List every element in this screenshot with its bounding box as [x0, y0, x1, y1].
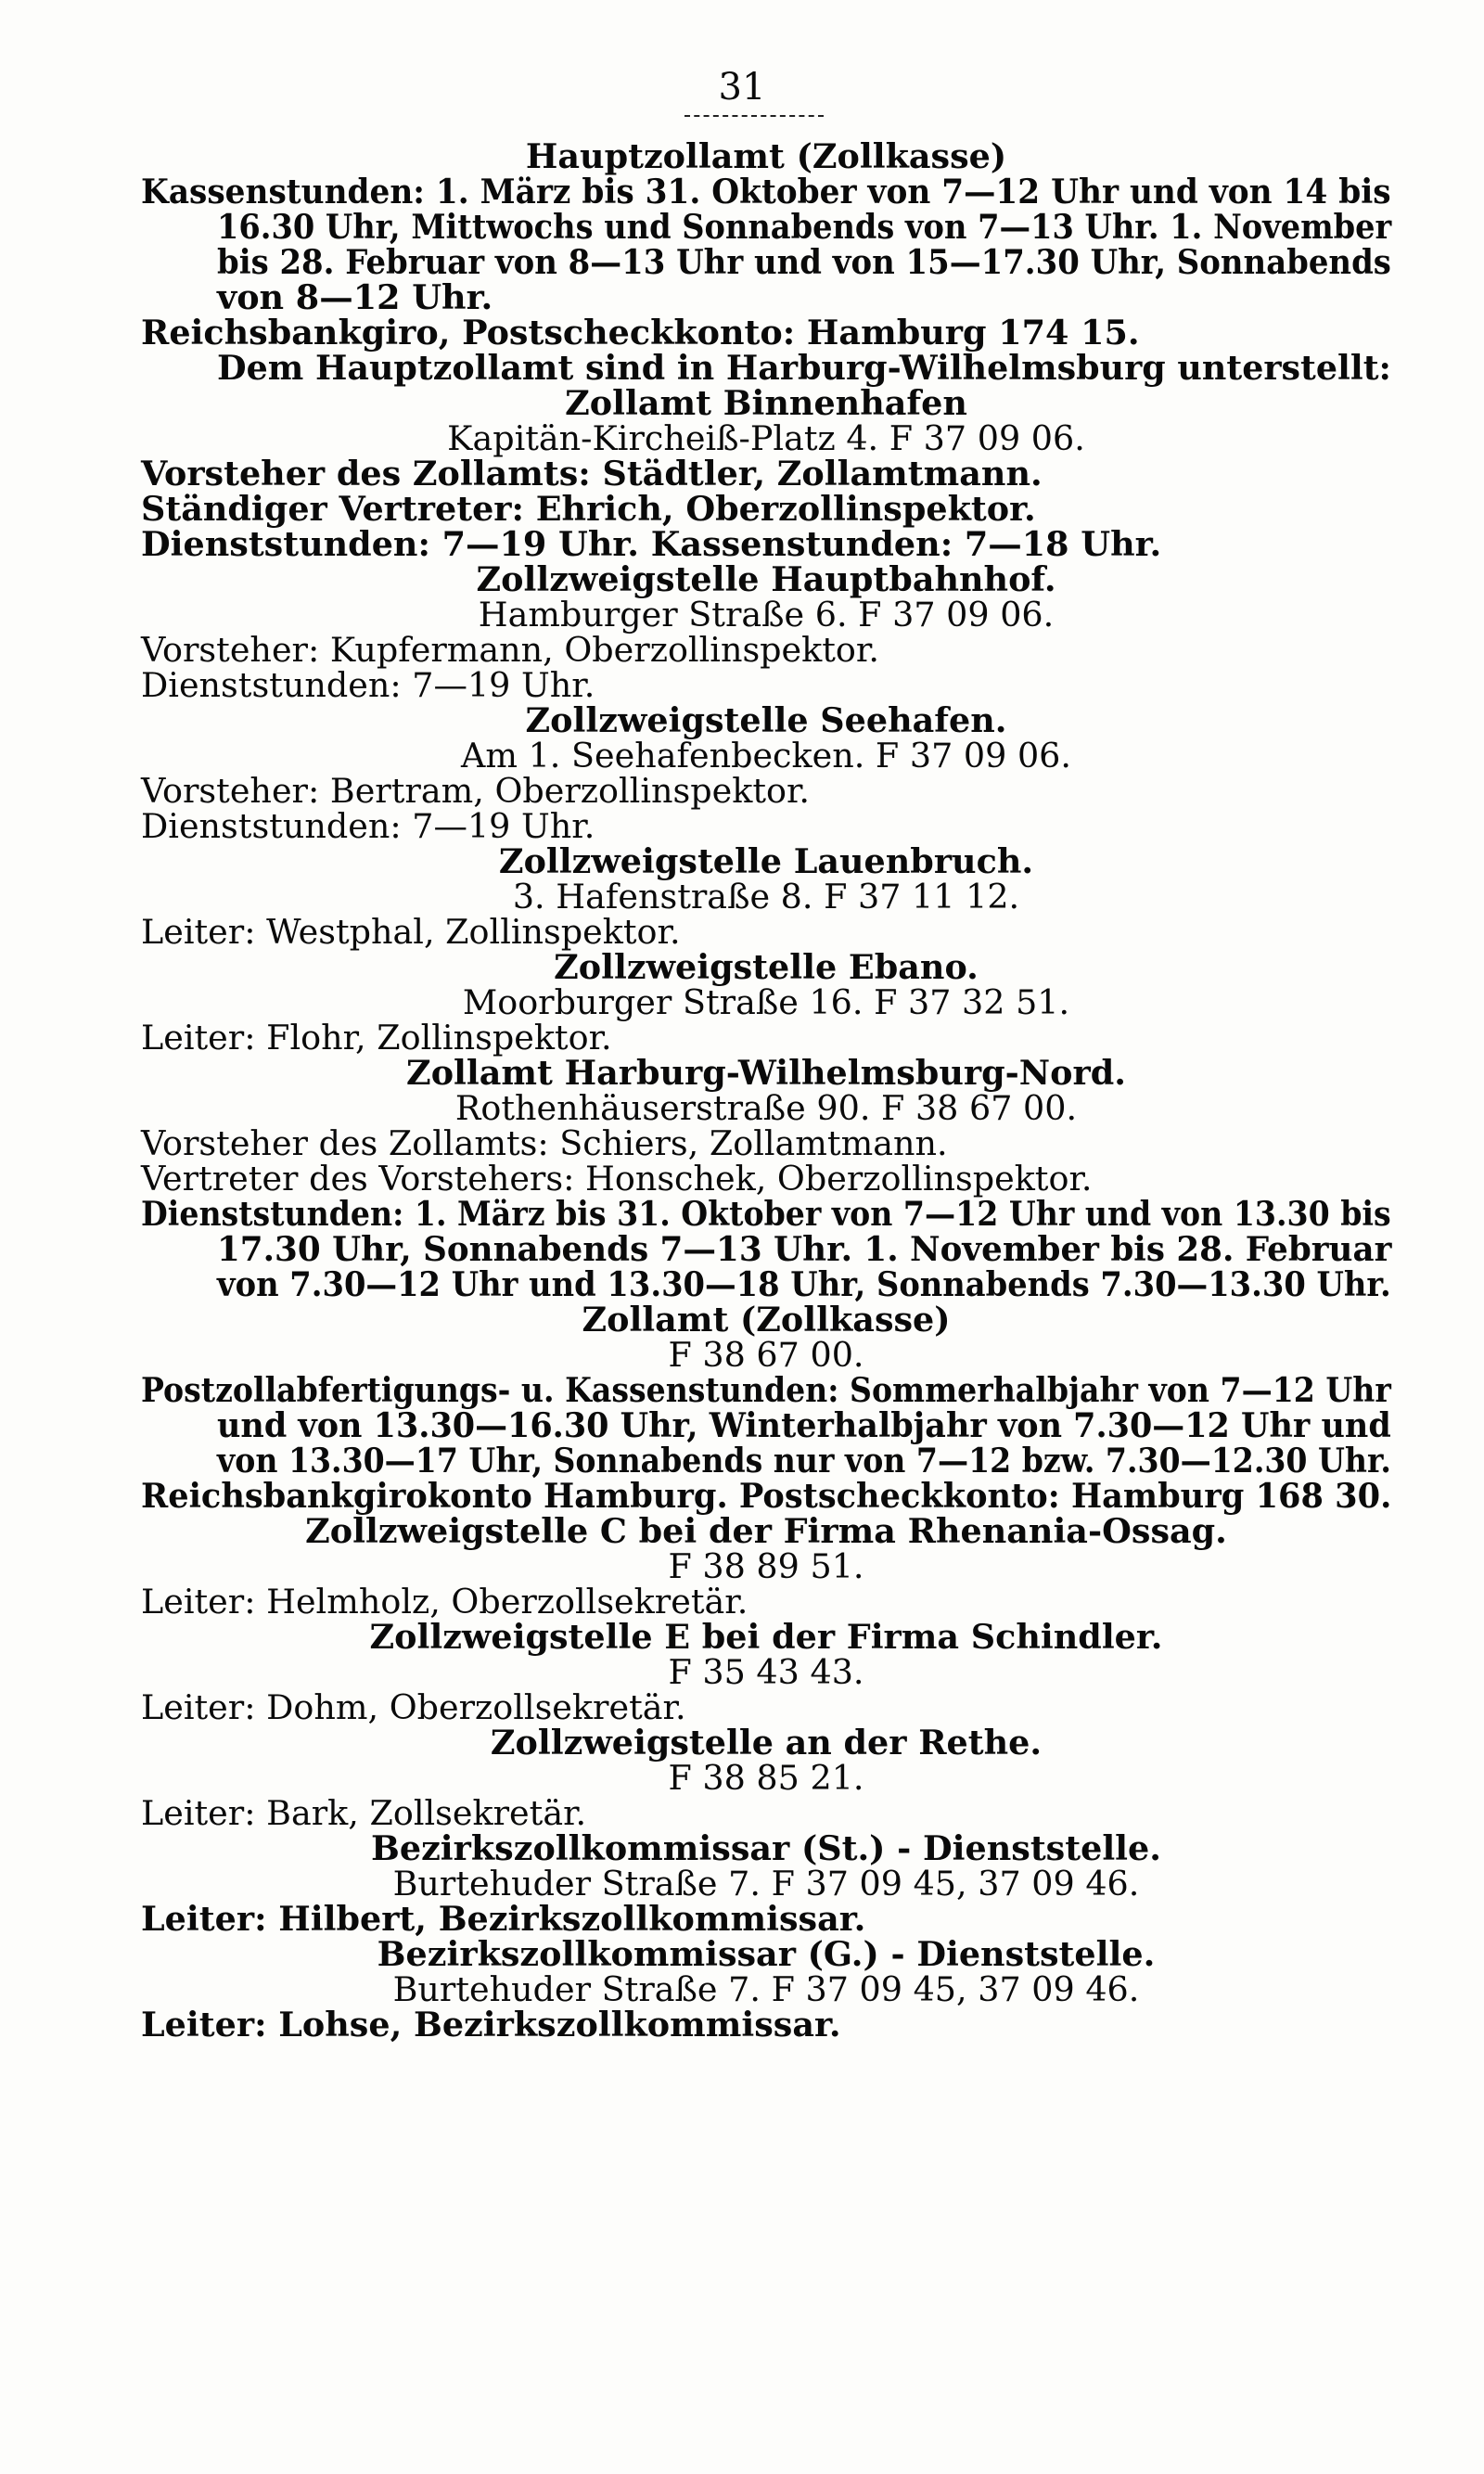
- address-line: Kapitän-Kircheiß-Platz 4. F 37 09 06.: [447, 418, 1085, 458]
- body-line: Dienststunden: 7—19 Uhr. Kassenstunden: 7—18 Uhr.: [141, 524, 1162, 564]
- body-line-continuation: bis 28. Februar von 8—13 Uhr und von 15—17.30 Uhr, Sonnabends: [217, 242, 1391, 282]
- body-line: Ständiger Vertreter: Ehrich, Oberzollinspektor.: [141, 489, 1036, 529]
- section-heading: Zollzweigstelle E bei der Firma Schindler.: [369, 1617, 1163, 1657]
- section-heading: Bezirkszollkommissar (G.) - Dienststelle.: [377, 1934, 1156, 1974]
- address-line: F 35 43 43.: [668, 1652, 864, 1692]
- body-line: Dienststunden: 7—19 Uhr.: [141, 806, 595, 846]
- body-line: Leiter: Hilbert, Bezirkszollkommissar.: [141, 1899, 866, 1939]
- section-heading: Hauptzollamt (Zollkasse): [525, 136, 1007, 176]
- body-line: Leiter: Lohse, Bezirkszollkommissar.: [141, 2005, 841, 2045]
- body-line-continuation: 17.30 Uhr, Sonnabends 7—13 Uhr. 1. November bis 28. Februar: [217, 1229, 1392, 1269]
- body-line: Kassenstunden: 1. März bis 31. Oktober von 7—12 Uhr und von 14 bis: [141, 172, 1391, 212]
- body-line: Vorsteher des Zollamts: Städtler, Zollamtmann.: [141, 454, 1043, 494]
- body-line-continuation: von 7.30—12 Uhr und 13.30—18 Uhr, Sonnabends 7.30—13.30 Uhr.: [217, 1264, 1391, 1304]
- address-line: Am 1. Seehafenbecken. F 37 09 06.: [461, 736, 1071, 776]
- body-line-continuation: von 8—12 Uhr.: [217, 277, 493, 317]
- page-number: 31: [718, 66, 766, 109]
- section-heading: Zollzweigstelle an der Rethe.: [490, 1723, 1043, 1763]
- body-line: Dienststunden: 1. März bis 31. Oktober von 7—12 Uhr und von 13.30 bis: [141, 1194, 1391, 1234]
- address-line: Rothenhäuserstraße 90. F 38 67 00.: [454, 1088, 1078, 1128]
- section-heading: Zollamt (Zollkasse): [582, 1300, 951, 1340]
- page-number-rule: [684, 115, 824, 117]
- section-heading: Zollzweigstelle Seehafen.: [525, 700, 1007, 740]
- body-line-continuation: und von 13.30—16.30 Uhr, Winterhalbjahr von 7.30—12 Uhr und: [217, 1405, 1391, 1445]
- body-line: Vorsteher: Kupfermann, Oberzollinspektor.: [141, 630, 879, 670]
- section-heading: Zollzweigstelle C bei der Firma Rhenania-Ossag.: [305, 1511, 1227, 1551]
- body-line: Dienststunden: 7—19 Uhr.: [141, 665, 595, 705]
- address-line: Moorburger Straße 16. F 37 32 51.: [462, 982, 1070, 1022]
- section-heading: Zollamt Harburg-Wilhelmsburg-Nord.: [406, 1053, 1126, 1093]
- section-heading: Zollzweigstelle Hauptbahnhof.: [476, 559, 1056, 599]
- body-line: Vorsteher des Zollamts: Schiers, Zollamtmann.: [141, 1123, 948, 1163]
- section-heading: Zollzweigstelle Ebano.: [554, 947, 979, 987]
- body-line: Leiter: Flohr, Zollinspektor.: [141, 1018, 612, 1058]
- section-heading: Zollamt Binnenhafen: [565, 383, 967, 423]
- address-line: F 38 89 51.: [668, 1546, 864, 1586]
- body-line-continuation: von 13.30—17 Uhr, Sonnabends nur von 7—12 bzw. 7.30—12.30 Uhr.: [217, 1441, 1391, 1481]
- body-line: Vertreter des Vorstehers: Honschek, Oberzollinspektor.: [141, 1159, 1093, 1199]
- body-line: Leiter: Helmholz, Oberzollsekretär.: [141, 1582, 748, 1622]
- address-line: 3. Hafenstraße 8. F 37 11 12.: [512, 877, 1020, 917]
- address-line: Burtehuder Straße 7. F 37 09 45, 37 09 46.: [392, 1969, 1140, 2009]
- section-heading: Zollzweigstelle Lauenbruch.: [498, 841, 1034, 881]
- body-line: Leiter: Bark, Zollsekretär.: [141, 1793, 587, 1833]
- address-line: F 38 85 21.: [668, 1758, 864, 1798]
- body-line: Leiter: Dohm, Oberzollsekretär.: [141, 1687, 686, 1727]
- body-line-continuation: 16.30 Uhr, Mittwochs und Sonnabends von 7—13 Uhr. 1. November: [217, 207, 1392, 247]
- body-line: Vorsteher: Bertram, Oberzollinspektor.: [141, 771, 811, 811]
- page-content: [141, 136, 1392, 2045]
- body-line: Postzollabfertigungs- u. Kassenstunden: Sommerhalbjahr von 7—12 Uhr: [141, 1370, 1391, 1410]
- body-line: Leiter: Westphal, Zollinspektor.: [141, 912, 681, 952]
- body-line-continuation: Dem Hauptzollamt sind in Harburg-Wilhelmsburg unterstellt:: [217, 348, 1391, 388]
- body-line: Reichsbankgiro, Postscheckkonto: Hamburg 174 15.: [141, 313, 1140, 353]
- address-line: Burtehuder Straße 7. F 37 09 45, 37 09 46.: [392, 1864, 1140, 1904]
- body-line: Reichsbankgirokonto Hamburg. Postscheckkonto: Hamburg 168 30.: [141, 1476, 1392, 1516]
- section-heading: Bezirkszollkommissar (St.) - Dienststelle.: [371, 1828, 1161, 1868]
- address-line: Hamburger Straße 6. F 37 09 06.: [478, 595, 1055, 635]
- address-line: F 38 67 00.: [668, 1335, 864, 1375]
